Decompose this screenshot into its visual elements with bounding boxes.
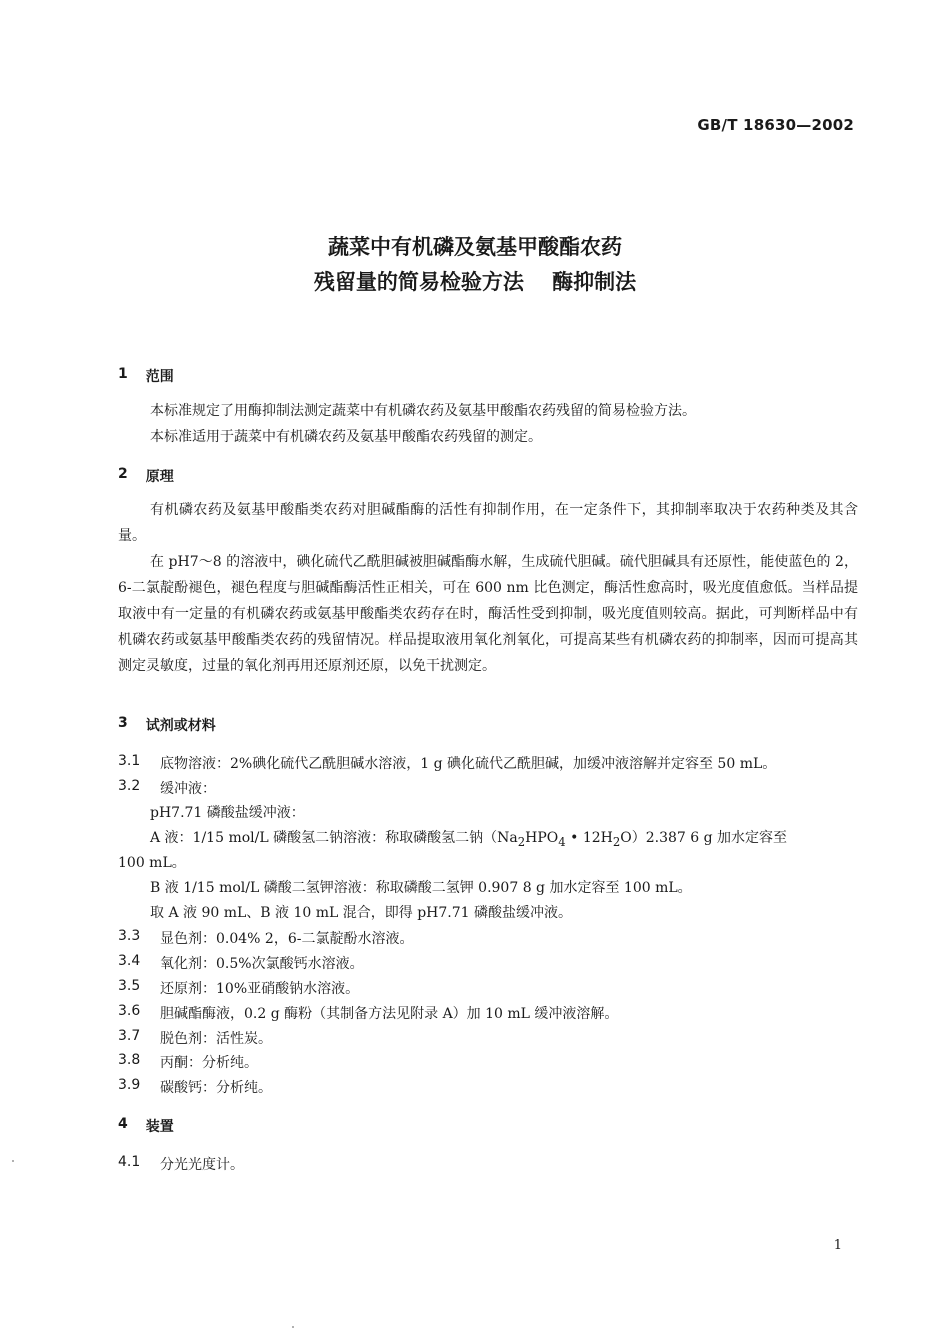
list-item-3-7	[118, 1028, 272, 1048]
section-4-heading	[118, 1116, 174, 1136]
document-title	[0, 230, 950, 300]
subscript: 4	[558, 834, 566, 849]
item-number: 3.3	[118, 928, 141, 944]
scan-speck	[12, 1160, 14, 1162]
solution-a-line	[150, 827, 787, 849]
section-number: 3	[118, 715, 128, 731]
section-number: 2	[118, 466, 128, 482]
list-item-4-1	[118, 1154, 244, 1174]
item-number: 3.5	[118, 978, 141, 994]
title-line-1: 蔬菜中有机磷及氨基甲酸酯农药	[328, 235, 622, 259]
item-text: 脱色剂：活性炭。	[160, 1031, 272, 1047]
subscript: 2	[517, 834, 526, 849]
item-text: 还原剂：10%亚硝酸钠水溶液。	[160, 981, 360, 997]
list-item-3-8	[118, 1052, 258, 1072]
item-number: 3.9	[118, 1077, 141, 1093]
list-item-3-6	[118, 1003, 618, 1023]
list-item-3-2	[118, 778, 216, 798]
list-item-3-9	[118, 1077, 272, 1097]
section-number: 4	[118, 1116, 128, 1132]
item-text: 碳酸钙：分析纯。	[160, 1080, 272, 1096]
list-item-3-3	[118, 928, 413, 948]
solution-a-text: A 液：1/15 mol/L 磷酸氢二钠溶液：称取磷酸氢二钠（Na	[150, 830, 518, 846]
item-text: 缓冲液：	[160, 781, 216, 797]
section-1-paragraph-2: 本标准适用于蔬菜中有机磷农药及氨基甲酸酯农药残留的测定。	[150, 429, 542, 445]
item-text: 胆碱酯酶液，0.2 g 酶粉（其制备方法见附录 A）加 10 mL 缓冲液溶解。	[160, 1006, 619, 1022]
item-text: 分光光度计。	[160, 1157, 244, 1173]
section-2-paragraph-1: 有机磷农药及氨基甲酸酯类农药对胆碱酯酶的活性有抑制作用，在一定条件下，其抑制率取决于农药种类及其含量。	[118, 502, 858, 544]
section-1-paragraph-1: 本标准规定了用酶抑制法测定蔬菜中有机磷农药及氨基甲酸酯农药残留的简易检验方法。	[150, 403, 696, 419]
solution-a-text: O）2.387 6 g 加水定容至	[620, 830, 788, 846]
solution-a-continuation: 100 mL。	[118, 855, 186, 871]
item-text: 显色剂：0.04% 2，6-二氯靛酚水溶液。	[160, 931, 414, 947]
section-number: 1	[118, 366, 128, 382]
item-number: 3.6	[118, 1003, 141, 1019]
item-number: 3.8	[118, 1052, 141, 1068]
item-number: 3.2	[118, 778, 141, 794]
solution-a-text: HPO	[525, 830, 559, 846]
item-number: 3.1	[118, 753, 141, 769]
section-title: 装置	[145, 1119, 174, 1135]
buffer-title-line: pH7.71 磷酸盐缓冲液：	[150, 805, 305, 821]
item-text: 底物溶液：2%碘化硫代乙酰胆碱水溶液，1 g 碘化硫代乙酰胆碱，加缓冲液溶解并定容至 50 mL。	[160, 756, 777, 772]
item-text: 丙酮：分析纯。	[160, 1055, 258, 1071]
section-title: 试剂或材料	[145, 718, 216, 734]
item-number: 3.7	[118, 1028, 141, 1044]
list-item-3-4	[118, 953, 364, 973]
section-3-heading	[118, 715, 216, 735]
solution-b-line: B 液 1/15 mol/L 磷酸二氢钾溶液：称取磷酸二氢钾 0.907 8 g 加水定容至 100 mL。	[150, 880, 692, 896]
subscript: 2	[612, 834, 621, 849]
list-item-3-1	[118, 753, 776, 773]
section-2-paragraph-2: 在 pH7～8 的溶液中，碘化硫代乙酰胆碱被胆碱酯酶水解，生成硫代胆碱。硫代胆碱具有还原性，能使蓝色的 2，6-二氯靛酚褪色，褪色程度与胆碱酯酶活性正相关，可在 600 nm 比色测定，酶活性愈高时，吸光度值愈低。当样品提取液中有一定量的有机磷农药或氨基甲酸酯类农药存在时，酶活性受到抑制，吸光度值则较高。据此，可判断样品中有机磷农药或氨基甲酸酯类农药的残留情况。样品提取液用氧化剂氧化，可提高某些有机磷农药的抑制率，因而可提高其测定灵敏度，过量的氧化剂再用还原剂还原，以免干扰测定。	[118, 554, 858, 674]
section-title: 范围	[145, 369, 174, 385]
item-number: 4.1	[118, 1154, 141, 1170]
item-text: 氧化剂：0.5%次氯酸钙水溶液。	[160, 956, 364, 972]
section-1-heading	[118, 366, 174, 386]
list-item-3-5	[118, 978, 359, 998]
standard-code: GB/T 18630—2002	[697, 116, 854, 134]
page-number: 1	[833, 1238, 842, 1253]
title-line-2: 残留量的简易检验方法 酶抑制法	[313, 270, 637, 294]
item-number: 3.4	[118, 953, 141, 969]
scan-speck	[292, 1326, 294, 1328]
section-title: 原理	[145, 469, 174, 485]
mixing-line: 取 A 液 90 mL、B 液 10 mL 混合，即得 pH7.71 磷酸盐缓冲液。	[150, 905, 573, 921]
solution-a-text: • 12H	[565, 830, 613, 846]
section-2-heading	[118, 466, 174, 486]
